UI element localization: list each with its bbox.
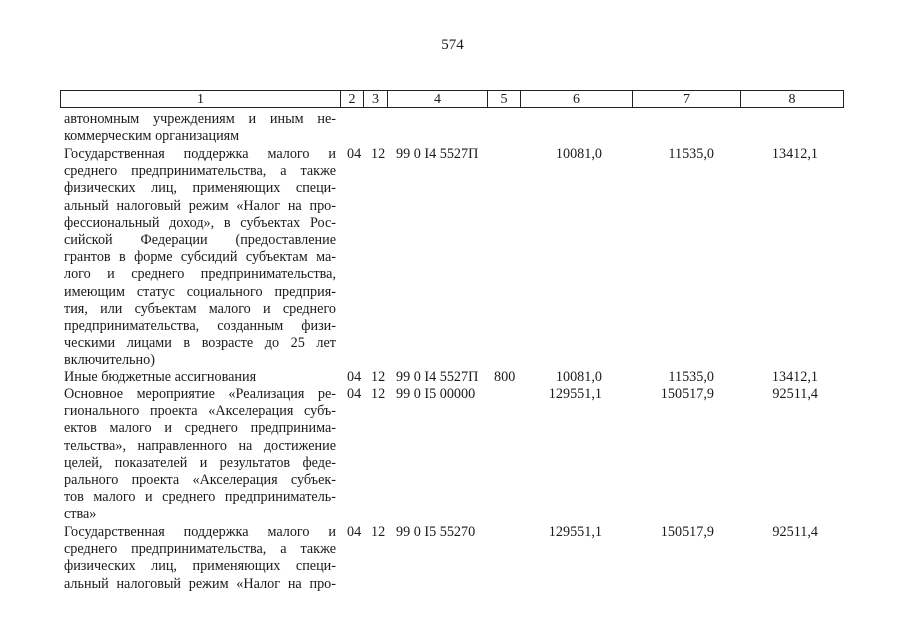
row-name [64, 146, 336, 370]
subsection-code: 12 [371, 369, 386, 385]
row-name-line: физических лиц, применяющих специ- [64, 180, 336, 197]
header-col-7: 7 [632, 91, 740, 107]
amount-col-6: 129551,1 [548, 386, 602, 402]
row-name-line: целей, показателей и результатов феде- [64, 454, 336, 471]
amount-col-6: 129551,1 [548, 524, 602, 540]
amount-col-8: 13412,1 [771, 369, 818, 385]
header-col-3: 3 [363, 91, 387, 107]
row-name-line: среднего предпринимательства, а также [64, 541, 336, 558]
header-col-5: 5 [487, 91, 520, 107]
row-name-line: Государственная поддержка малого и [64, 146, 336, 162]
section-code: 04 [347, 524, 362, 540]
row-name-line: физических лиц, применяющих специ- [64, 558, 336, 575]
row-name-line: альный налоговый режим «Налог на про- [64, 575, 336, 592]
row-name-line: фессиональный доход», в субъектах Рос- [64, 214, 336, 231]
row-name-line: гионального проекта «Акселерация субъ- [64, 403, 336, 420]
header-col-2: 2 [340, 91, 363, 107]
target-article-code: 99 0 I5 55270 [396, 524, 476, 540]
header-col-8: 8 [740, 91, 843, 107]
row-name-line: Иные бюджетные ассигнования [64, 369, 257, 385]
table-header [60, 90, 844, 108]
header-col-1: 1 [197, 92, 204, 107]
row-name-line: сийской Федерации (предоставление [64, 232, 336, 249]
amount-col-6: 10081,0 [555, 369, 602, 385]
row-name-line: тов малого и среднего предприниматель- [64, 489, 336, 506]
subsection-code: 12 [371, 524, 386, 540]
subsection-code: 12 [371, 146, 386, 162]
row-name-line: тельства», направленного на достижение [64, 437, 336, 454]
row-name-line: имеющим статус социального предприя- [64, 283, 336, 300]
row-name-line: предпринимательства, созданным физи- [64, 318, 336, 335]
header-col-6: 6 [520, 91, 632, 107]
page-number: 574 [441, 37, 464, 53]
amount-col-8: 13412,1 [771, 146, 818, 162]
row-name-line: Основное мероприятие «Реализация ре- [64, 386, 336, 402]
row-name-line: ектов малого и среднего предпринима- [64, 420, 336, 437]
row-name-line: Государственная поддержка малого и [64, 524, 336, 540]
row-name-line: тия, или субъектам малого и среднего [64, 300, 336, 317]
amount-col-8: 92511,4 [772, 524, 818, 540]
amount-col-7: 11535,0 [668, 146, 714, 162]
target-article-code: 99 0 I4 5527П [396, 146, 479, 162]
header-col-4: 4 [387, 91, 487, 107]
amount-col-7: 150517,9 [660, 386, 714, 402]
row-name [64, 386, 336, 524]
row-name-line: рального проекта «Акселерация субъек- [64, 472, 336, 489]
section-code: 04 [347, 146, 362, 162]
section-code: 04 [347, 386, 362, 402]
row-name [64, 369, 336, 386]
section-code: 04 [347, 369, 362, 385]
row-name-line: лого и среднего предпринимательства, [64, 266, 336, 283]
amount-col-8: 92511,4 [772, 386, 818, 402]
target-article-code: 99 0 I4 5527П [396, 369, 479, 385]
target-article-code: 99 0 I5 00000 [396, 386, 476, 402]
row-name [64, 524, 336, 593]
row-name-line: ства» [64, 506, 97, 523]
row-name-line: автономным учреждениям и иным не- [64, 111, 336, 127]
row-name-line: грантов в форме субсидий субъектам ма- [64, 249, 336, 266]
expense-type-code: 800 [494, 369, 516, 385]
row-name-line: коммерческим организациям [64, 128, 240, 145]
row-name-line: включительно) [64, 352, 155, 369]
amount-col-7: 150517,9 [660, 524, 714, 540]
amount-col-7: 11535,0 [668, 369, 714, 385]
row-name-line: среднего предпринимательства, а также [64, 163, 336, 180]
row-name-line: ческими лицами в возрасте до 25 лет [64, 335, 336, 352]
row-name [64, 111, 336, 145]
subsection-code: 12 [371, 386, 386, 402]
row-name-line: альный налоговый режим «Налог на про- [64, 197, 336, 214]
amount-col-6: 10081,0 [555, 146, 602, 162]
